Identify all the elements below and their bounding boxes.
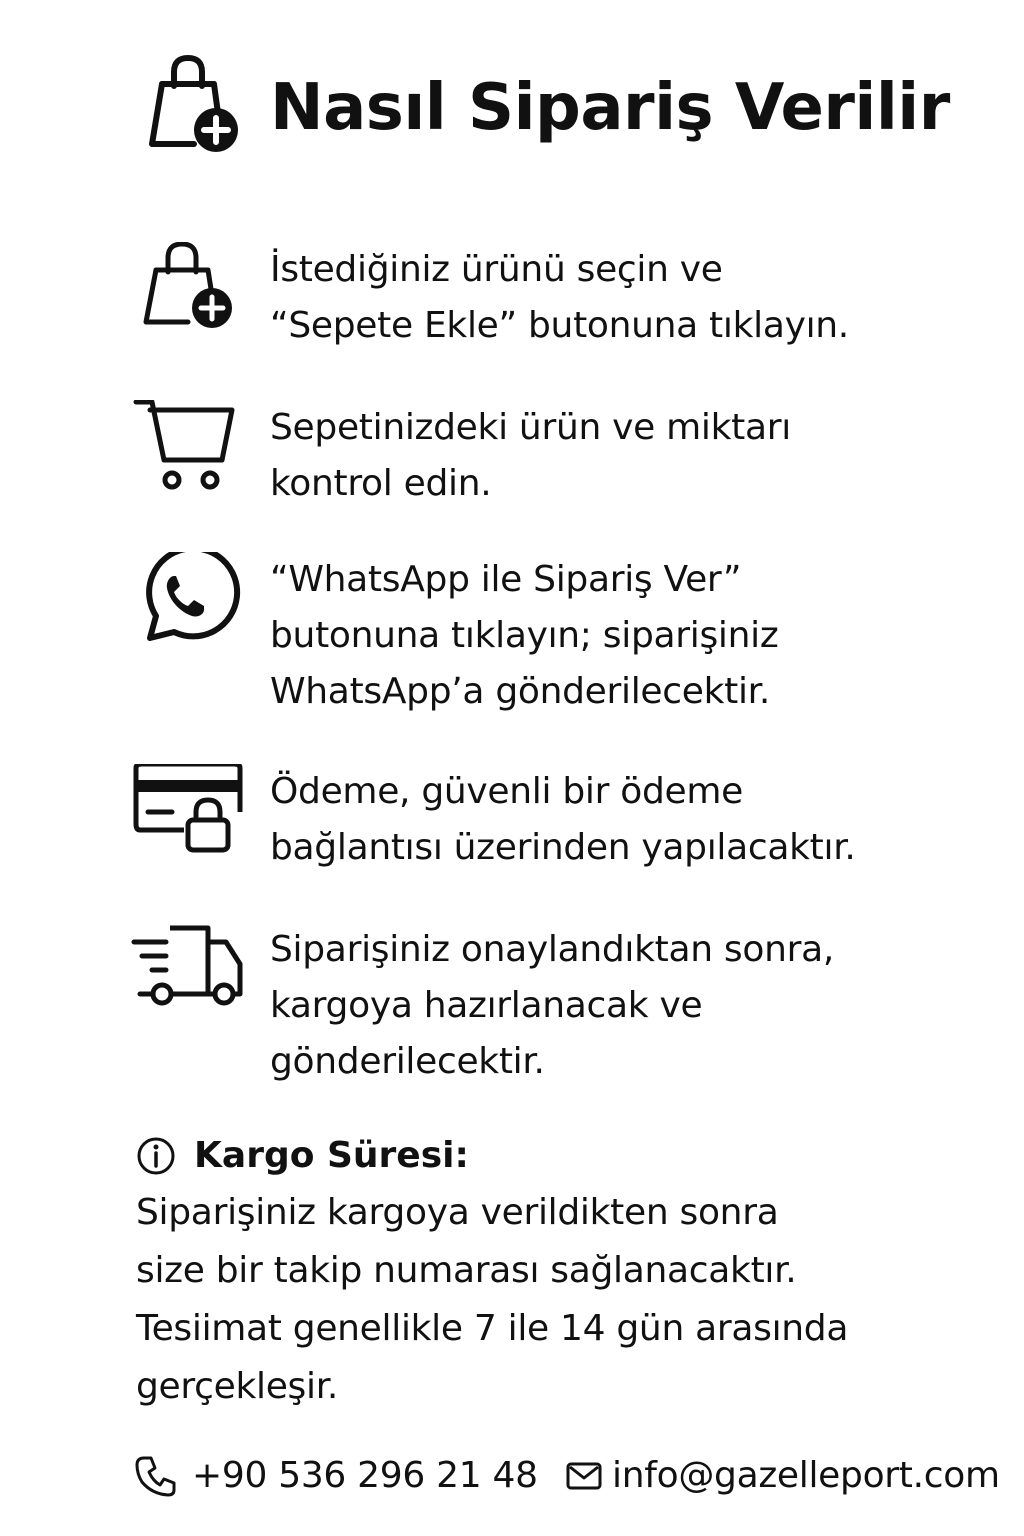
shipping-time-line: Siparişiniz kargoya verildikten sonra	[136, 1192, 779, 1233]
contact-bar	[134, 1448, 1014, 1508]
shipping-time-line: size bir takip numarası sağlanacaktır.	[136, 1250, 797, 1291]
mail-icon	[566, 1462, 602, 1490]
step-line: “Sepete Ekle” butonuna tıklayın.	[270, 305, 849, 346]
shipping-time-line: Tesiimat genellikle 7 ile 14 gün arasında	[136, 1308, 849, 1349]
delivery-truck-icon	[130, 922, 246, 1022]
shipping-time-heading	[136, 1128, 996, 1184]
shipping-time-text	[136, 1184, 996, 1416]
step-line: Siparişiniz onaylandıktan sonra,	[270, 929, 835, 970]
whatsapp-icon	[130, 552, 246, 652]
step-text	[270, 764, 1010, 876]
page-title: Nasıl Sipariş Verilir	[270, 71, 950, 145]
phone-icon	[134, 1454, 178, 1498]
shopping-cart-icon	[130, 400, 246, 500]
phone-number[interactable]: +90 536 296 21 48	[192, 1455, 538, 1496]
step-line: WhatsApp’a gönderilecektir.	[270, 671, 771, 712]
step-line: “WhatsApp ile Sipariş Ver”	[270, 559, 742, 600]
step-line: Sepetinizdeki ürün ve miktarı	[270, 407, 791, 448]
step-line: İstediğiniz ürünü seçin ve	[270, 249, 723, 290]
step-line: butonuna tıklayın; siparişiniz	[270, 615, 779, 656]
shopping-bag-plus-icon	[130, 242, 246, 342]
shipping-time-line: gerçekleşir.	[136, 1366, 339, 1407]
step-line: kontrol edin.	[270, 463, 492, 504]
shopping-bag-plus-icon	[140, 52, 244, 156]
step-text	[270, 922, 1010, 1090]
step-line: kargoya hazırlanacak ve	[270, 985, 703, 1026]
step-text	[270, 242, 1010, 354]
page-header	[140, 52, 1000, 162]
email-address[interactable]: info@gazelleport.com	[612, 1455, 1000, 1496]
step-line: gönderilecektir.	[270, 1041, 545, 1082]
step-line: bağlantısı üzerinden yapılacaktır.	[270, 827, 856, 868]
info-icon	[136, 1136, 176, 1176]
step-line: Ödeme, güvenli bir ödeme	[270, 771, 743, 812]
shipping-time-section	[136, 1128, 996, 1416]
secure-card-icon	[130, 764, 246, 864]
step-text	[270, 552, 1010, 720]
shipping-time-title: Kargo Süresi:	[194, 1135, 469, 1176]
step-text	[270, 400, 1010, 512]
